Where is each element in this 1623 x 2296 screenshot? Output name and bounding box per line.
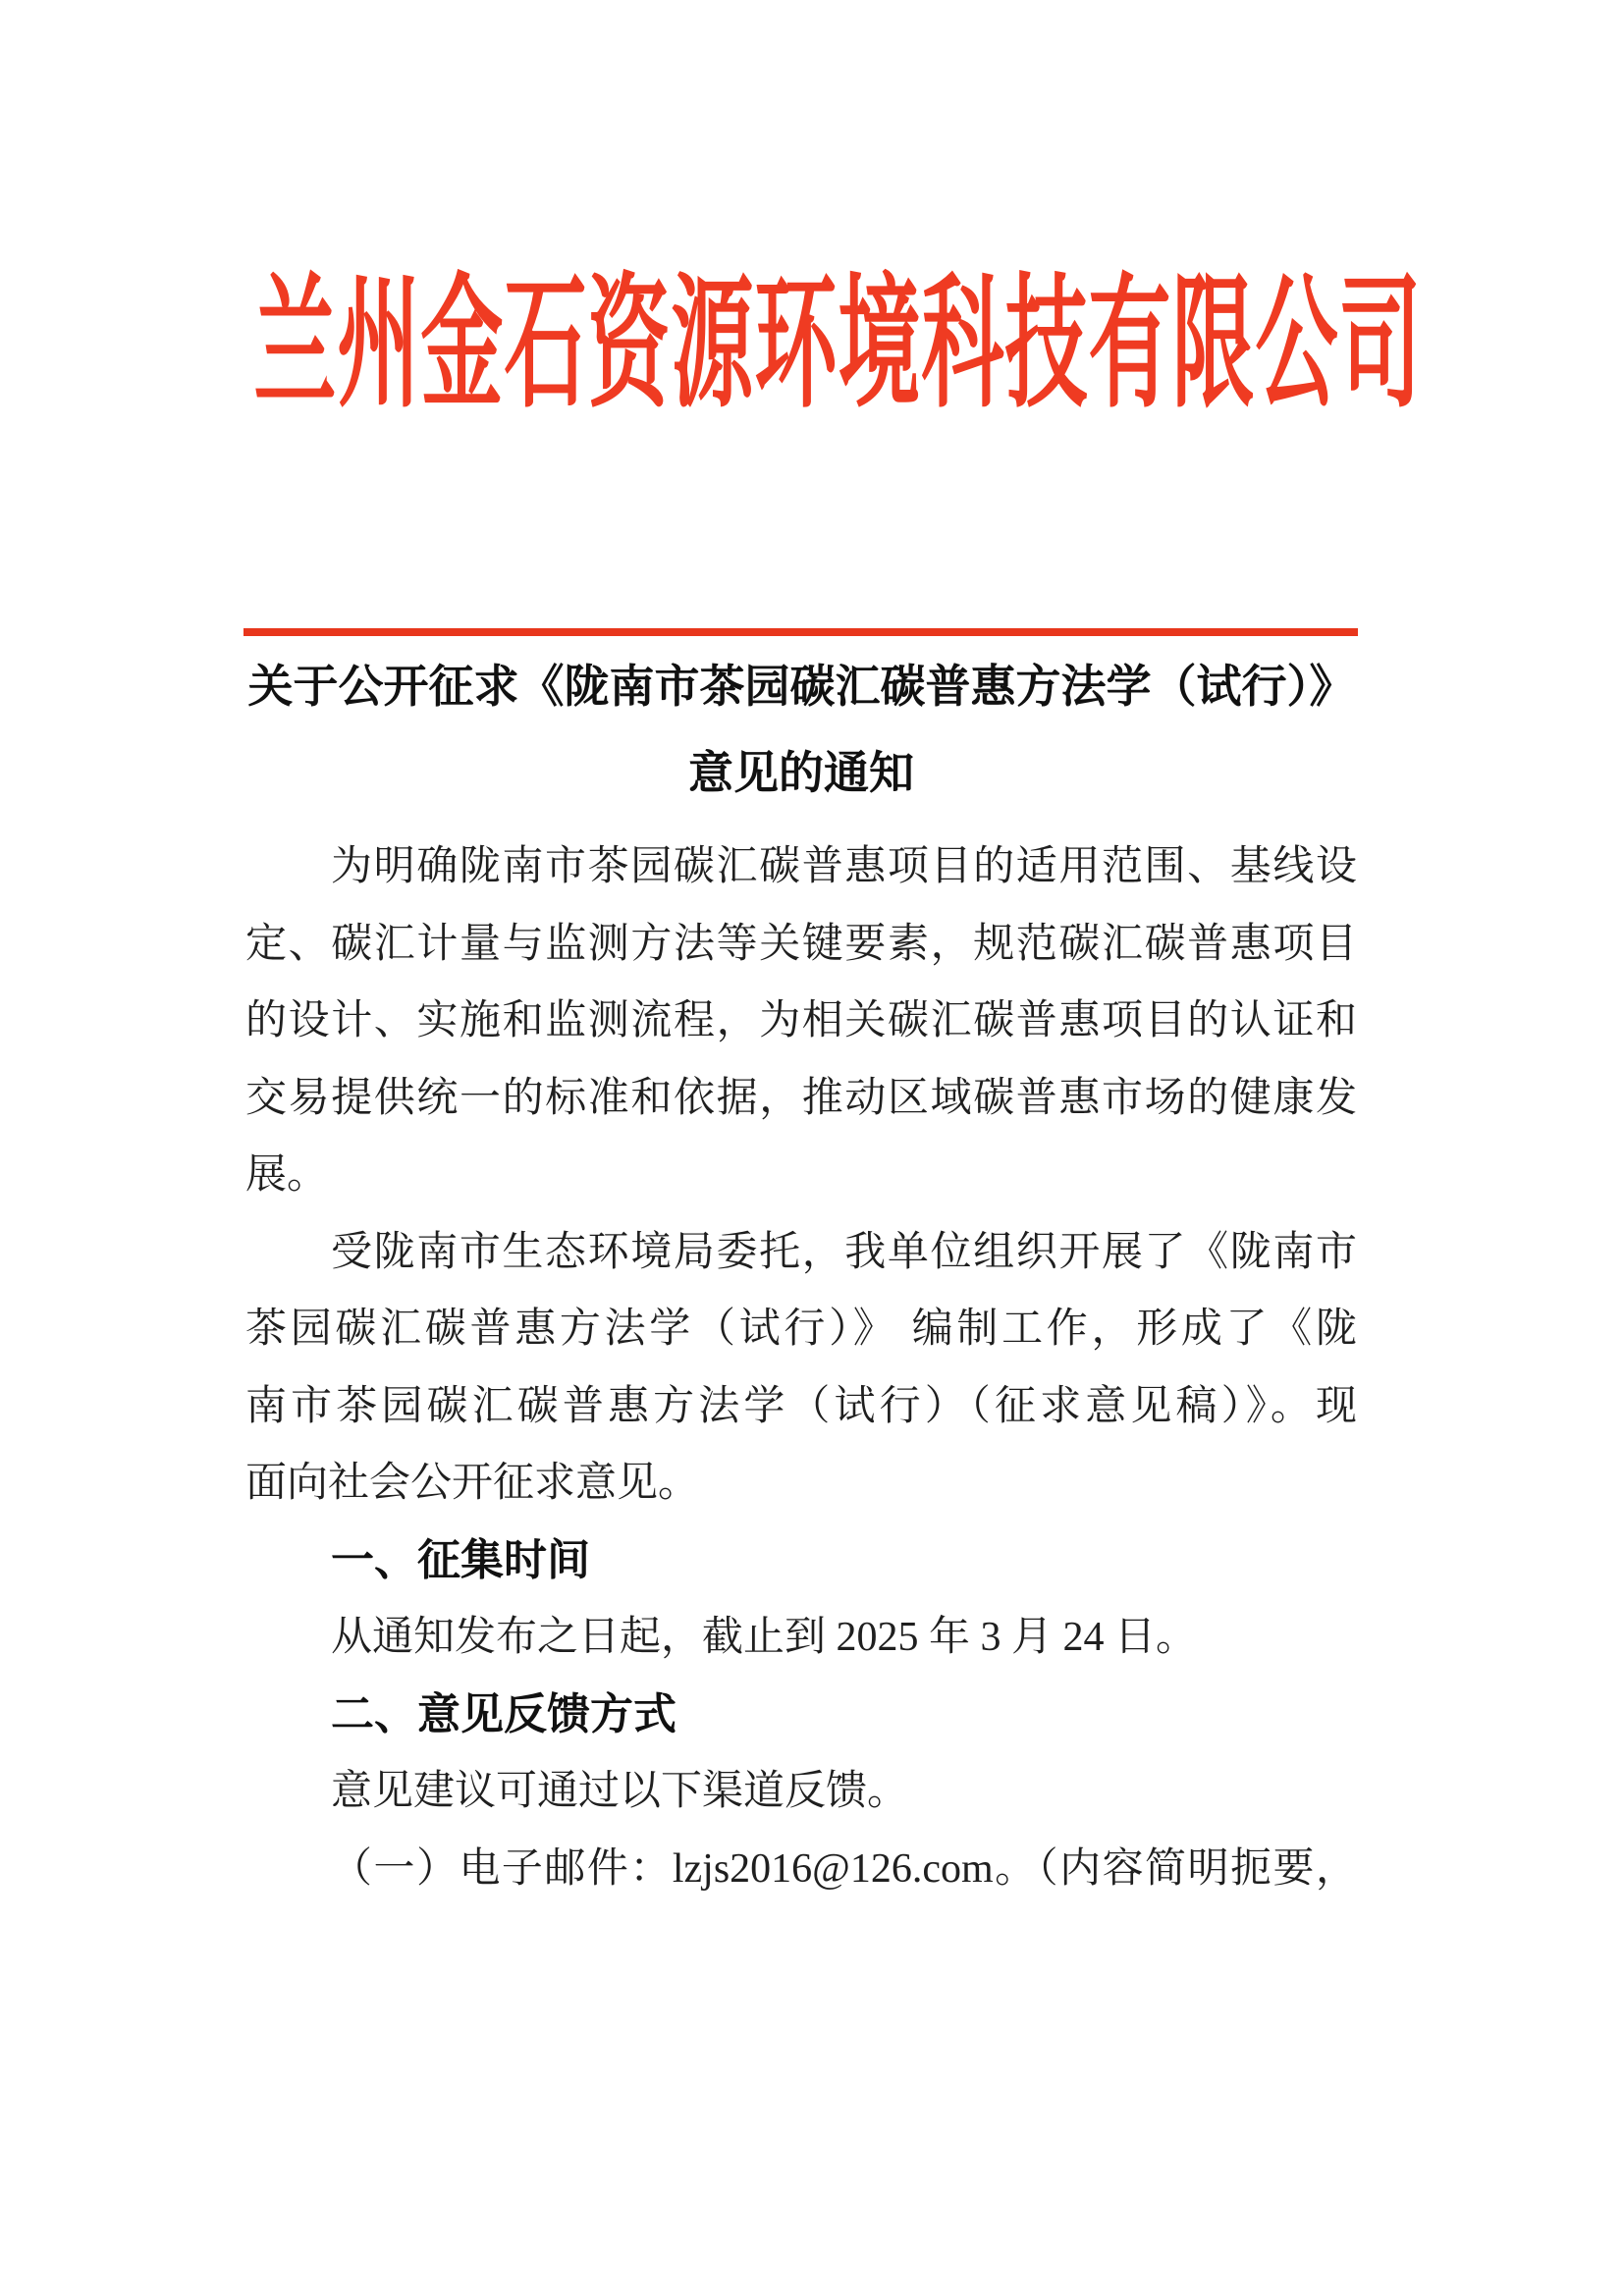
paragraph-2-line-4: 面向社会公开征求意见。	[245, 1461, 700, 1506]
paragraph-2-line-1: 受陇南市生态环境局委托，我单位组织开展了《陇南市	[331, 1229, 1357, 1275]
paragraph-2-line-2: 茶园碳汇碳普惠方法学（试行）》 编制工作，形成了《陇	[245, 1307, 1357, 1352]
company-letterhead: 兰州金石资源环境科技有限公司	[253, 266, 1423, 426]
paragraph-1-line-3: 的设计、实施和监测流程，为相关碳汇碳普惠项目的认证和	[245, 998, 1357, 1043]
paragraph-1-line-2: 定、碳汇计量与监测方法等关键要素，规范碳汇碳普惠项目	[245, 921, 1357, 967]
document-body	[245, 828, 1357, 1907]
document-title-line-2: 意见的通知	[688, 748, 914, 798]
email-contact-line: （一）电子邮件：lzjs2016@126.com。（内容简明扼要，	[331, 1845, 1357, 1892]
paragraph-1-line-4: 交易提供统一的标准和依据，推动区域碳普惠市场的健康发	[245, 1075, 1357, 1121]
paragraph-2-line-3: 南市茶园碳汇碳普惠方法学（试行）（征求意见稿）》。现	[245, 1383, 1357, 1429]
section-2-heading: 二、意见反馈方式	[331, 1689, 676, 1738]
feedback-channels-line: 意见建议可通过以下渠道反馈。	[331, 1769, 909, 1814]
document-title-line-1: 关于公开征求《陇南市茶园碳汇碳普惠方法学（试行）》	[247, 662, 1355, 712]
paragraph-1-line-5: 展。	[245, 1152, 329, 1198]
collection-deadline-line: 从通知发布之日起，截止到 2025 年 3 月 24 日。	[331, 1615, 1198, 1660]
paragraph-1-line-1: 为明确陇南市茶园碳汇碳普惠项目的适用范围、基线设	[331, 844, 1357, 889]
letterhead-divider-line	[243, 628, 1358, 636]
document-title	[245, 644, 1357, 817]
section-1-heading: 一、征集时间	[331, 1535, 590, 1584]
